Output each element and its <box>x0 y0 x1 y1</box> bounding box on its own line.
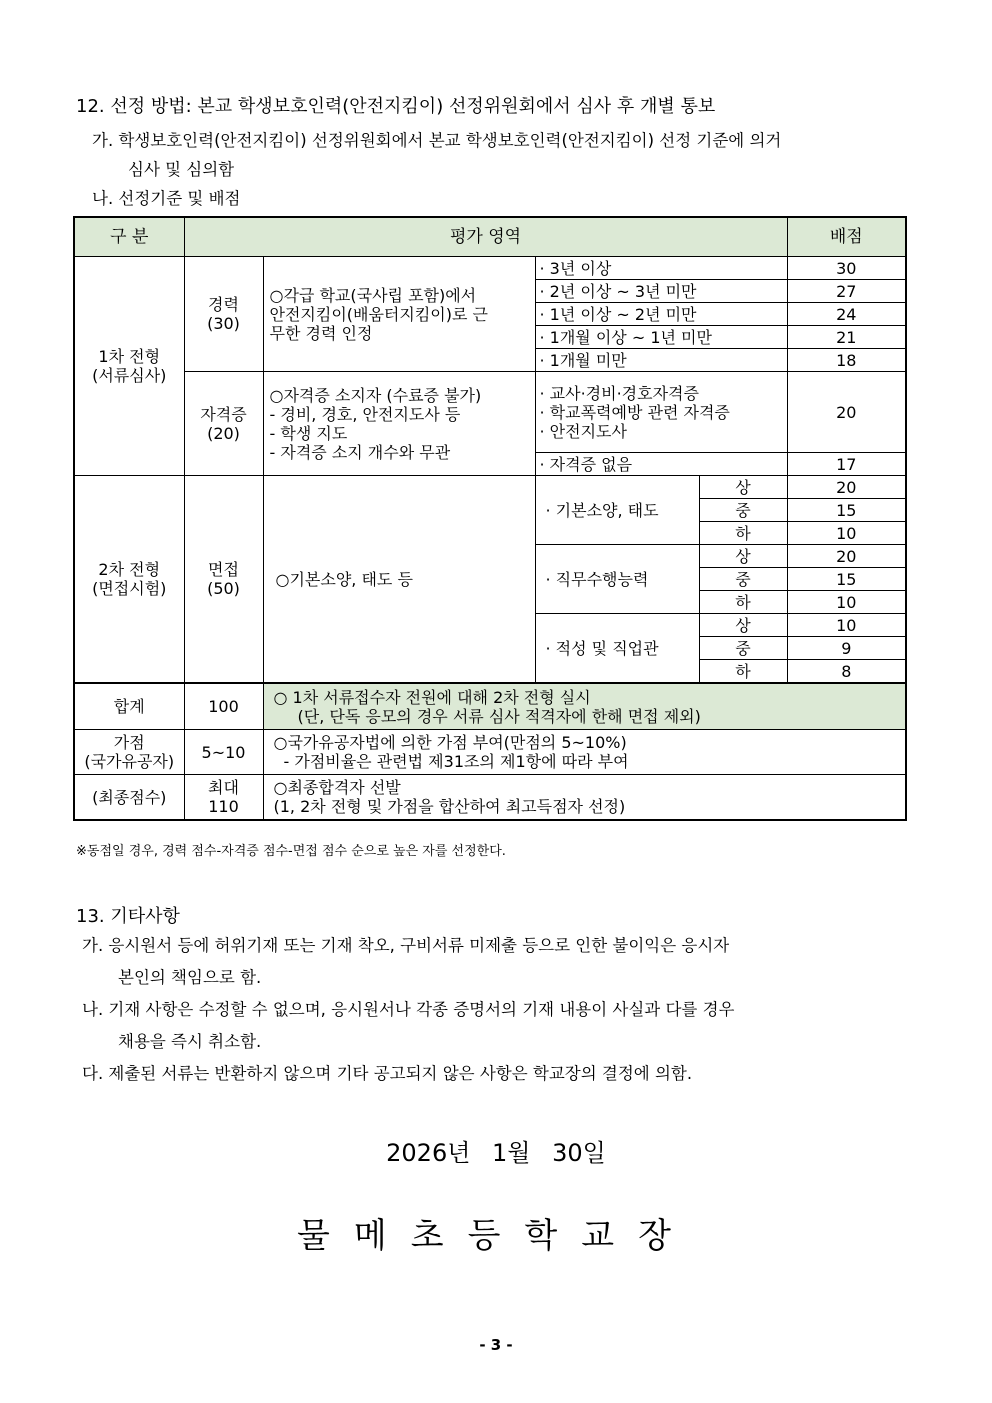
section-12-ga-line1: 가. 학생보호인력(안전지킴이) 선정위원회에서 본교 학생보호인력(안전지킴이) 선정 기준에 의거 <box>92 131 782 150</box>
header-category: 구 분 <box>74 217 184 257</box>
section-12-na: 나. 선정기준 및 배점 <box>92 189 241 208</box>
interview-level: 상 <box>699 614 787 637</box>
section-13-ga-line1: 가. 응시원서 등에 허위기재 또는 기재 착오, 구비서류 미제출 등으로 인한 불이익은 응시자 <box>82 936 730 955</box>
table-row <box>74 730 906 775</box>
license-description: ○자격증 소지자 (수료증 불가) - 경비, 경호, 안전지도사 등 - 학생 지도 - 자격증 소지 개수와 무관 <box>263 372 535 476</box>
table-row <box>74 257 906 280</box>
interview-level: 상 <box>699 476 787 499</box>
interview-description: ○기본소양, 태도 등 <box>263 476 535 684</box>
interview-level: 중 <box>699 637 787 660</box>
header-points: 배점 <box>787 217 906 257</box>
license-label: 자격증 (20) <box>184 372 263 476</box>
interview-points: 20 <box>787 545 906 568</box>
total-description: ○ 1차 서류접수자 전원에 대해 2차 전형 실시 (단, 단독 응모의 경우 서류 심사 적격자에 한해 면접 제외) <box>263 683 906 730</box>
license-points: 20 <box>787 372 906 453</box>
career-item: · 3년 이상 <box>535 257 787 280</box>
table-row <box>74 683 906 730</box>
interview-points: 15 <box>787 499 906 522</box>
total-points: 100 <box>184 683 263 730</box>
header-area: 평가 영역 <box>184 217 787 257</box>
section-13-na-line1: 나. 기재 사항은 수정할 수 없으며, 응시원서나 각종 증명서의 기재 내용이 사실과 다를 경우 <box>82 1000 735 1019</box>
career-item: · 2년 이상 ~ 3년 미만 <box>535 280 787 303</box>
interview-group-name: · 적성 및 직업관 <box>535 614 699 684</box>
career-description: ○각급 학교(국사립 포함)에서 안전지킴이(배움터지킴이)로 근 무한 경력 인정 <box>263 257 535 372</box>
principal-signature: 물메초등학교장 <box>297 1216 695 1256</box>
interview-points: 20 <box>787 476 906 499</box>
interview-level: 중 <box>699 499 787 522</box>
interview-group-name: · 기본소양, 태도 <box>535 476 699 545</box>
interview-label: 면접 (50) <box>184 476 263 684</box>
section-12-ga-line2: 심사 및 심의함 <box>128 160 235 179</box>
career-points: 18 <box>787 349 906 372</box>
bonus-points: 5~10 <box>184 730 263 775</box>
career-item: · 1개월 이상 ~ 1년 미만 <box>535 326 787 349</box>
interview-points: 15 <box>787 568 906 591</box>
bonus-label: 가점 (국가유공자) <box>74 730 184 775</box>
interview-points: 8 <box>787 660 906 684</box>
license-points: 17 <box>787 453 906 476</box>
second-round-label: 2차 전형 (면접시험) <box>74 476 184 684</box>
career-item: · 1개월 미만 <box>535 349 787 372</box>
interview-level: 중 <box>699 568 787 591</box>
section-13-na-line2: 채용을 즉시 취소함. <box>118 1032 262 1051</box>
final-points: 최대 110 <box>184 775 263 821</box>
career-points: 24 <box>787 303 906 326</box>
page-number: - 3 - <box>479 1336 513 1354</box>
table-header-row <box>74 217 906 257</box>
career-label: 경력 (30) <box>184 257 263 372</box>
career-points: 27 <box>787 280 906 303</box>
interview-level: 상 <box>699 545 787 568</box>
first-round-label: 1차 전형 (서류심사) <box>74 257 184 476</box>
criteria-table <box>73 216 907 821</box>
license-item: · 교사·경비·경호자격증 · 학교폭력예방 관련 자격증 · 안전지도사 <box>535 372 787 453</box>
career-points: 30 <box>787 257 906 280</box>
interview-group-name: · 직무수행능력 <box>535 545 699 614</box>
total-label: 합계 <box>74 683 184 730</box>
final-label: (최종점수) <box>74 775 184 821</box>
interview-points: 10 <box>787 591 906 614</box>
table-row <box>74 775 906 821</box>
document-date: 2026년 1월 30일 <box>386 1139 606 1167</box>
final-description: ○최종합격자 선발 (1, 2차 전형 및 가점을 합산하여 최고득점자 선정) <box>263 775 906 821</box>
interview-points: 10 <box>787 614 906 637</box>
career-points: 21 <box>787 326 906 349</box>
tie-break-note: ※동점일 경우, 경력 점수-자격증 점수-면접 점수 순으로 높은 자를 선정한다. <box>76 844 506 859</box>
section-13-heading: 13. 기타사항 <box>76 906 180 927</box>
interview-level: 하 <box>699 660 787 684</box>
section-12-heading: 12. 선정 방법: 본교 학생보호인력(안전지킴이) 선정위원회에서 심사 후 개별 통보 <box>76 96 716 117</box>
table-row <box>74 476 906 499</box>
interview-points: 9 <box>787 637 906 660</box>
table-row <box>74 372 906 453</box>
interview-points: 10 <box>787 522 906 545</box>
license-item: · 자격증 없음 <box>535 453 787 476</box>
career-item: · 1년 이상 ~ 2년 미만 <box>535 303 787 326</box>
interview-level: 하 <box>699 591 787 614</box>
section-13-da: 다. 제출된 서류는 반환하지 않으며 기타 공고되지 않은 사항은 학교장의 결정에 의함. <box>82 1064 693 1083</box>
bonus-description: ○국가유공자법에 의한 가점 부여(만점의 5~10%) - 가점비율은 관련법 제31조의 제1항에 따라 부여 <box>263 730 906 775</box>
section-13-ga-line2: 본인의 책임으로 함. <box>118 968 262 987</box>
interview-level: 하 <box>699 522 787 545</box>
